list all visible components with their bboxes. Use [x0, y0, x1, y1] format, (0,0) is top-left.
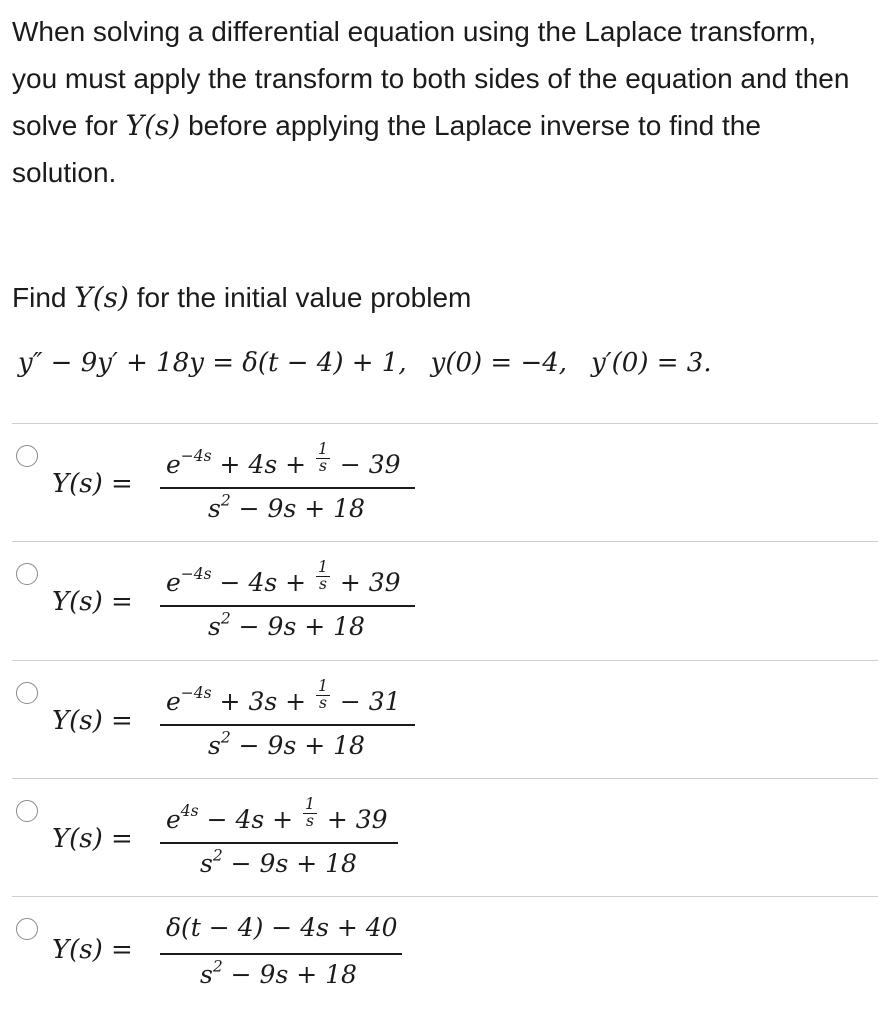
ode-equation	[18, 343, 712, 383]
option-lhs: Y(s) =	[52, 587, 133, 617]
small-fraction: $\frac{1}{s}$	[318, 677, 328, 712]
intro-text-after: before applying the Laplace inverse to find the solution.	[12, 110, 761, 188]
answer-option-4[interactable]	[12, 778, 878, 895]
radio-button[interactable]	[16, 445, 38, 467]
radio-button[interactable]	[16, 800, 38, 822]
answer-option-5[interactable]	[12, 896, 878, 1013]
option-lhs: Y(s) =	[52, 469, 133, 499]
question-prompt	[12, 276, 471, 320]
option-denominator: $s^2 - 9s + 18$	[200, 846, 357, 878]
ode-ic1: y(0) = −4,	[430, 348, 568, 378]
radio-button[interactable]	[16, 682, 38, 704]
small-fraction: $\frac{1}{s}$	[318, 440, 328, 475]
answer-option-2[interactable]	[12, 541, 878, 658]
option-numerator: $e^{4s} - 4s$ + $\frac{1}{s}$ + 39	[166, 795, 388, 834]
small-fraction: $\frac{1}{s}$	[318, 558, 328, 593]
small-fraction: $\frac{1}{s}$	[305, 795, 315, 830]
radio-button[interactable]	[16, 563, 38, 585]
prompt-text-after: for the initial value problem	[128, 282, 472, 313]
fraction-bar	[160, 953, 402, 955]
intro-ys: Y(s)	[125, 109, 181, 142]
option-denominator: $s^2 - 9s + 18$	[208, 728, 365, 760]
option-denominator: $s^2 - 9s + 18$	[200, 957, 357, 989]
fraction-bar	[160, 842, 398, 844]
answer-option-1[interactable]	[12, 423, 878, 540]
option-numerator: $e^{-4s} - 4s$ + $\frac{1}{s}$ + 39	[166, 558, 401, 597]
intro-paragraph	[12, 8, 862, 196]
option-numerator: $e^{-4s} + 4s$ + $\frac{1}{s}$ − 39	[166, 440, 401, 479]
ode-main: y″ − 9y′ + 18y = δ(t − 4) + 1,	[18, 348, 407, 378]
prompt-ys: Y(s)	[74, 281, 129, 314]
answer-option-3[interactable]	[12, 660, 878, 777]
ode-ic2: y′(0) = 3.	[591, 348, 712, 378]
option-lhs: Y(s) =	[52, 824, 133, 854]
fraction-bar	[160, 487, 415, 489]
option-denominator: $s^2 - 9s + 18$	[208, 609, 365, 641]
option-lhs: Y(s) =	[52, 706, 133, 736]
prompt-text-before: Find	[12, 282, 75, 313]
radio-button[interactable]	[16, 918, 38, 940]
fraction-bar	[160, 724, 415, 726]
option-numerator: $e^{-4s} + 3s$ + $\frac{1}{s}$ − 31	[166, 677, 401, 716]
option-denominator: $s^2 - 9s + 18$	[208, 491, 365, 523]
option-numerator: δ(t − 4) − 4s + 40	[166, 913, 398, 942]
option-lhs: Y(s) =	[52, 935, 133, 965]
fraction-bar	[160, 605, 415, 607]
intro-text-before: When solving a differential equation using the Laplace transform, you must apply the transform to both sides of the equation and then solve for	[12, 16, 850, 141]
